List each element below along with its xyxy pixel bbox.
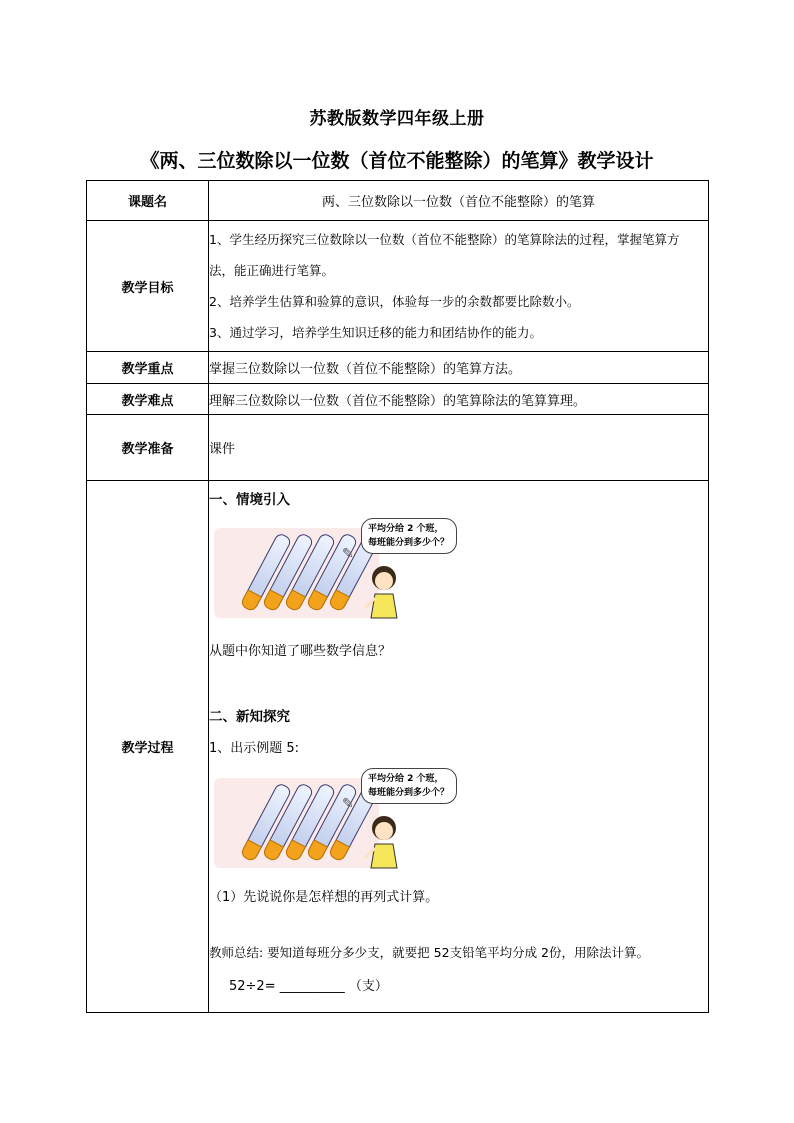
unit-text: （支） — [348, 979, 388, 994]
label-prep: 教学准备 — [87, 415, 209, 481]
value-objectives — [209, 221, 709, 352]
speech-bubble: 平均分给 2 个班，每班能分到多少个？ — [361, 518, 457, 554]
section-heading: 二、新知探究 — [209, 709, 290, 725]
objective-item: 3、通过学习，培养学生知识迁移的能力和团结协作的能力。 — [209, 325, 542, 340]
girl-icon — [359, 812, 409, 870]
formula-line — [209, 975, 708, 994]
step-text: 1、出示例题 5: — [209, 741, 300, 756]
document-subtitle: 《两、三位数除以一位数（首位不能整除）的笔算》教学设计 — [140, 150, 654, 172]
question-text: 从题中你知道了哪些数学信息？ — [209, 644, 392, 659]
section-heading: 一、情境引入 — [209, 492, 290, 508]
formula-text: 52÷2= — [229, 979, 276, 994]
value-prep: 课件 — [209, 415, 709, 481]
row-key — [87, 352, 709, 384]
pencil-icon: ✎ — [342, 796, 354, 812]
teacher-summary: 教师总结: 要知道每班分多少支，就要把 52支铅笔平均分成 2份，用除法计算。 — [209, 945, 649, 960]
step-text: （1）先说说你是怎样想的再列式计算。 — [209, 890, 439, 905]
objective-item: 1、学生经历探究三位数除以一位数（首位不能整除）的笔算除法的过程，掌握笔算方法，能正确进行笔算。 — [209, 232, 680, 278]
document-title: 苏教版数学四年级上册 — [309, 109, 485, 129]
speech-bubble: 平均分给 2 个班，每班能分到多少个？ — [361, 768, 457, 804]
illustration-pencils — [209, 768, 469, 868]
label-difficulty: 教学难点 — [87, 384, 209, 415]
pencil-icon: ✎ — [342, 546, 354, 562]
row-process — [87, 481, 709, 1013]
row-difficulty — [87, 384, 709, 415]
label-topic: 课题名 — [87, 181, 209, 221]
label-objectives: 教学目标 — [87, 221, 209, 352]
lesson-plan-table — [86, 180, 709, 1013]
answer-blank: __________ — [279, 979, 345, 994]
value-difficulty: 理解三位数除以一位数（首位不能整除）的笔算除法的笔算算理。 — [209, 384, 709, 415]
value-topic: 两、三位数除以一位数（首位不能整除）的笔算 — [209, 181, 709, 221]
row-prep — [87, 415, 709, 481]
row-topic — [87, 181, 709, 221]
label-process: 教学过程 — [87, 481, 209, 1013]
value-key: 掌握三位数除以一位数（首位不能整除）的笔算方法。 — [209, 352, 709, 384]
illustration-pencils — [209, 518, 469, 618]
row-objectives — [87, 221, 709, 352]
value-process — [209, 481, 709, 1013]
objective-item: 2、培养学生估算和验算的意识，体验每一步的余数都要比除数小。 — [209, 294, 580, 309]
label-key: 教学重点 — [87, 352, 209, 384]
girl-icon — [359, 562, 409, 620]
